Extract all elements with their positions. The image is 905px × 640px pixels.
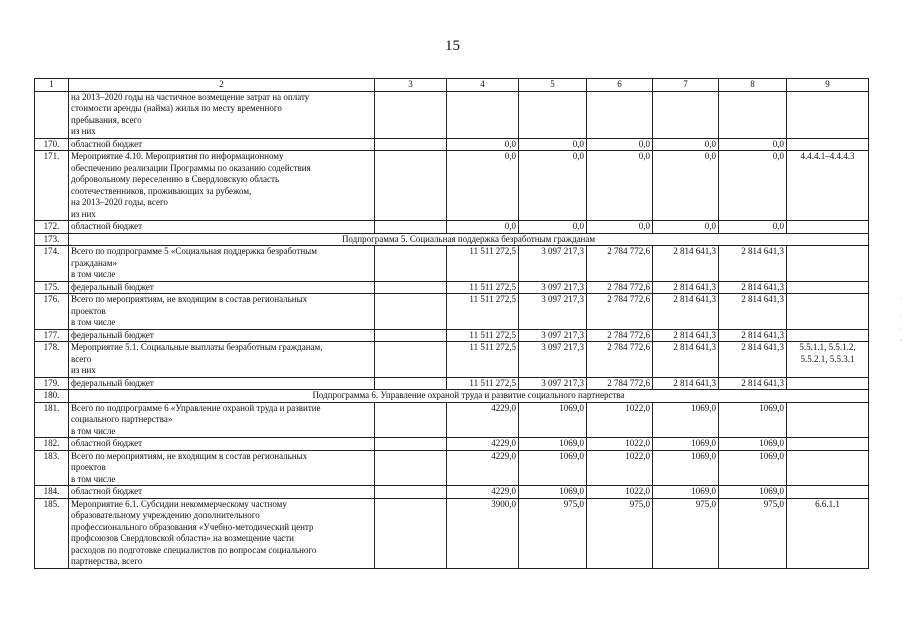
value-cell: 11 511 272,5 [447, 294, 519, 330]
column-header: 7 [653, 79, 719, 92]
value-cell: 975,0 [587, 498, 653, 568]
row-number: 184. [35, 486, 69, 499]
value-cell: 11 511 272,5 [447, 281, 519, 294]
value-cell: 3 097 217,3 [519, 377, 587, 390]
table-body [35, 79, 869, 569]
table-row [35, 486, 869, 499]
value-cell: 2 814 641,3 [719, 294, 787, 330]
row-number: 177. [35, 329, 69, 342]
target-indicator-cell [787, 294, 869, 330]
section-row [35, 233, 869, 246]
value-cell: 1069,0 [519, 402, 587, 438]
target-indicator-cell [787, 246, 869, 282]
row-description: федеральный бюджет [69, 281, 375, 294]
value-cell: 11 511 272,5 [447, 329, 519, 342]
column-header: 4 [447, 79, 519, 92]
row-description: Всего по мероприятиям, не входящим в состав региональных проектов в том числе [69, 450, 375, 486]
target-indicator-cell: 6.6.1.1 [787, 498, 869, 568]
target-indicator-cell [787, 281, 869, 294]
value-cell [375, 151, 447, 221]
value-cell: 2 784 772,6 [587, 377, 653, 390]
value-cell [375, 438, 447, 451]
value-cell: 2 784 772,6 [587, 329, 653, 342]
row-number: 183. [35, 450, 69, 486]
row-description: Всего по подпрограмме 6 «Управление охраной труда и развитие социального партнерства» в том числе [69, 402, 375, 438]
row-number: 182. [35, 438, 69, 451]
value-cell: 3 097 217,3 [519, 281, 587, 294]
table-row [35, 91, 869, 138]
value-cell: 0,0 [719, 151, 787, 221]
value-cell: 2 784 772,6 [587, 246, 653, 282]
column-header: 6 [587, 79, 653, 92]
value-cell: 0,0 [653, 221, 719, 234]
row-number: 171. [35, 151, 69, 221]
value-cell: 975,0 [719, 498, 787, 568]
budget-table [34, 78, 869, 569]
table-row [35, 246, 869, 282]
value-cell [375, 377, 447, 390]
value-cell: 2 814 641,3 [719, 281, 787, 294]
value-cell: 3 097 217,3 [519, 329, 587, 342]
table-row [35, 498, 869, 568]
value-cell: 1022,0 [587, 402, 653, 438]
value-cell: 2 814 641,3 [719, 329, 787, 342]
value-cell: 2 814 641,3 [653, 377, 719, 390]
value-cell [375, 402, 447, 438]
value-cell: 4229,0 [447, 438, 519, 451]
row-description: федеральный бюджет [69, 329, 375, 342]
table-row [35, 294, 869, 330]
table-row [35, 438, 869, 451]
row-number: 172. [35, 221, 69, 234]
value-cell: 0,0 [719, 221, 787, 234]
target-indicator-cell [787, 402, 869, 438]
value-cell [375, 294, 447, 330]
value-cell [375, 450, 447, 486]
row-number: 173. [35, 233, 69, 246]
value-cell: 0,0 [519, 221, 587, 234]
value-cell: 2 814 641,3 [653, 281, 719, 294]
value-cell: 3 097 217,3 [519, 342, 587, 378]
value-cell: 0,0 [587, 221, 653, 234]
row-number: 180. [35, 390, 69, 403]
value-cell: 2 814 641,3 [653, 246, 719, 282]
value-cell [375, 138, 447, 151]
value-cell [587, 91, 653, 138]
target-indicator-cell: 4.4.4.1–4.4.4.3 [787, 151, 869, 221]
row-number [35, 91, 69, 138]
value-cell: 1022,0 [587, 438, 653, 451]
row-description: Мероприятие 5.1. Социальные выплаты безработным гражданам, всего из них [69, 342, 375, 378]
row-number: 174. [35, 246, 69, 282]
table-row [35, 151, 869, 221]
scan-artifact: · · · - [900, 296, 902, 344]
value-cell: 0,0 [587, 138, 653, 151]
column-header: 3 [375, 79, 447, 92]
value-cell: 2 814 641,3 [653, 342, 719, 378]
row-description: Мероприятие 4.10. Мероприятия по информационному обеспечению реализации Программы по оказанию содействия добровольному переселению в Свердловскую область соотечественников, проживающих за рубежом, на 2013–2020 годы, всего из них [69, 151, 375, 221]
column-header: 1 [35, 79, 69, 92]
value-cell: 0,0 [519, 138, 587, 151]
value-cell [375, 498, 447, 568]
table-row [35, 138, 869, 151]
value-cell: 1069,0 [719, 450, 787, 486]
target-indicator-cell [787, 438, 869, 451]
row-number: 170. [35, 138, 69, 151]
value-cell: 1022,0 [587, 450, 653, 486]
value-cell: 2 784 772,6 [587, 294, 653, 330]
value-cell: 1069,0 [653, 438, 719, 451]
target-indicator-cell [787, 91, 869, 138]
row-number: 176. [35, 294, 69, 330]
value-cell: 2 784 772,6 [587, 342, 653, 378]
value-cell: 11 511 272,5 [447, 246, 519, 282]
value-cell [375, 246, 447, 282]
value-cell [375, 342, 447, 378]
row-description: Всего по мероприятиям, не входящим в состав региональных проектов в том числе [69, 294, 375, 330]
value-cell: 0,0 [519, 151, 587, 221]
value-cell [653, 91, 719, 138]
target-indicator-cell [787, 138, 869, 151]
value-cell: 1069,0 [653, 486, 719, 499]
value-cell: 2 814 641,3 [719, 246, 787, 282]
column-header: 8 [719, 79, 787, 92]
value-cell: 1069,0 [719, 486, 787, 499]
value-cell: 0,0 [653, 151, 719, 221]
row-description: на 2013–2020 годы на частичное возмещение затрат на оплату стоимости аренды (найма) жилья по месту временного пребывания, всего из них [69, 91, 375, 138]
value-cell [719, 91, 787, 138]
table-row [35, 342, 869, 378]
target-indicator-cell [787, 486, 869, 499]
target-indicator-cell [787, 221, 869, 234]
target-indicator-cell [787, 329, 869, 342]
column-header: 2 [69, 79, 375, 92]
row-number: 178. [35, 342, 69, 378]
value-cell: 975,0 [653, 498, 719, 568]
value-cell [519, 91, 587, 138]
value-cell: 2 784 772,6 [587, 281, 653, 294]
section-title: Подпрограмма 6. Управление охраной труда и развитие социального партнерства [69, 390, 869, 403]
value-cell [375, 329, 447, 342]
value-cell [375, 281, 447, 294]
value-cell: 3900,0 [447, 498, 519, 568]
value-cell: 0,0 [719, 138, 787, 151]
row-description: федеральный бюджет [69, 377, 375, 390]
value-cell: 11 511 272,5 [447, 377, 519, 390]
row-description: Мероприятие 6.1. Субсидии некоммерческому частному образовательному учреждению дополнительного профессионального образования «Учебно-методический центр профсоюзов Свердловской области» на возмещение части расходов по подготовке специалистов по вопросам социального партнерства, всего [69, 498, 375, 568]
value-cell: 1069,0 [719, 438, 787, 451]
row-description: Всего по подпрограмме 5 «Социальная поддержка безработным гражданам» в том числе [69, 246, 375, 282]
value-cell [375, 91, 447, 138]
table-row [35, 402, 869, 438]
table-row [35, 281, 869, 294]
column-number-row [35, 79, 869, 92]
value-cell: 1069,0 [519, 450, 587, 486]
value-cell: 975,0 [519, 498, 587, 568]
column-header: 5 [519, 79, 587, 92]
row-description: областной бюджет [69, 486, 375, 499]
value-cell: 4229,0 [447, 486, 519, 499]
row-number: 185. [35, 498, 69, 568]
section-title: Подпрограмма 5. Социальная поддержка безработным гражданам [69, 233, 869, 246]
value-cell: 1069,0 [719, 402, 787, 438]
row-description: областной бюджет [69, 138, 375, 151]
page-number: 15 [445, 38, 460, 54]
value-cell: 0,0 [447, 138, 519, 151]
value-cell [447, 91, 519, 138]
target-indicator-cell [787, 450, 869, 486]
value-cell: 1022,0 [587, 486, 653, 499]
row-number: 181. [35, 402, 69, 438]
value-cell: 3 097 217,3 [519, 294, 587, 330]
row-description: областной бюджет [69, 221, 375, 234]
row-number: 179. [35, 377, 69, 390]
value-cell [375, 486, 447, 499]
value-cell: 4229,0 [447, 402, 519, 438]
section-row [35, 390, 869, 403]
value-cell: 2 814 641,3 [719, 377, 787, 390]
table-row [35, 221, 869, 234]
column-header: 9 [787, 79, 869, 92]
value-cell: 0,0 [447, 221, 519, 234]
target-indicator-cell: 5.5.1.1, 5.5.1.2, 5.5.2.1, 5.5.3.1 [787, 342, 869, 378]
value-cell: 3 097 217,3 [519, 246, 587, 282]
value-cell: 2 814 641,3 [653, 329, 719, 342]
row-number: 175. [35, 281, 69, 294]
value-cell: 1069,0 [519, 438, 587, 451]
table-row [35, 450, 869, 486]
value-cell: 1069,0 [653, 450, 719, 486]
value-cell: 4229,0 [447, 450, 519, 486]
table-row [35, 377, 869, 390]
value-cell: 1069,0 [653, 402, 719, 438]
value-cell: 1069,0 [519, 486, 587, 499]
table-row [35, 329, 869, 342]
value-cell: 0,0 [653, 138, 719, 151]
value-cell: 2 814 641,3 [719, 342, 787, 378]
target-indicator-cell [787, 377, 869, 390]
value-cell: 2 814 641,3 [653, 294, 719, 330]
row-description: областной бюджет [69, 438, 375, 451]
value-cell: 0,0 [447, 151, 519, 221]
value-cell: 0,0 [587, 151, 653, 221]
value-cell [375, 221, 447, 234]
value-cell: 11 511 272,5 [447, 342, 519, 378]
